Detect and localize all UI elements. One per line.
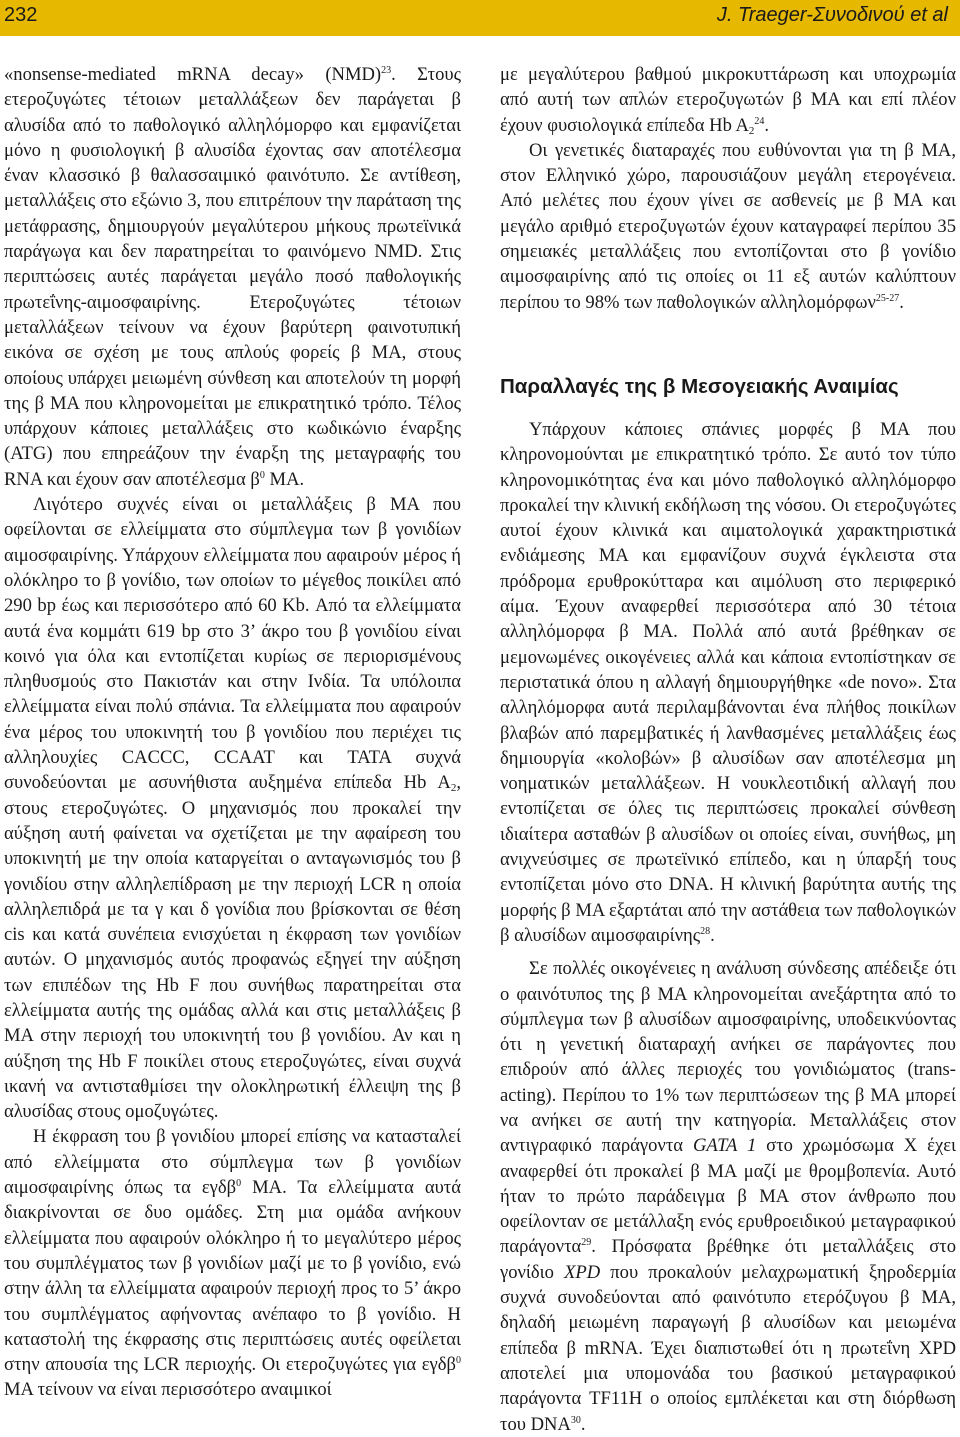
gene-name: XPD	[564, 1261, 601, 1283]
citation: 24	[754, 115, 765, 127]
superscript: 0	[236, 1178, 242, 1190]
citation: 25-27	[875, 292, 900, 304]
citation: 29	[581, 1237, 592, 1249]
running-header	[0, 0, 960, 36]
paragraph: με μεγαλύτερου βαθμού μικροκυττάρωση και υποχρωμία από αυτή των απλών ετεροζυγωτών β ΜΑ και επί πλέον έχουν φυσιολογικά επίπεδα Hb $A_2^{24}$.	[500, 64, 956, 137]
paragraph: Υπάρχουν κάποιες σπάνιες μορφές β ΜΑ που κληρονομούνται με επικρατητικό τρόπο. Σε αυτό τον τύπο κληρονομικότητας ένα και μόνο παθολογικό αλληλόμορφο προκαλεί την κλινική εκδήλωση της νόσου. Οι ετεροζυγώτες αυτοί έχουν κλινικά και αιματολογικά χαρακτηριστικά ενδιάμεσης ΜΑ και εμφανίζουν συχνά έγκλειστα στα πρόδρομα ερυθροκύτταρα και αιμόλυση στο περιφερικό αίμα. Έχουν αναφερθεί περισσότερα από 30 τέτοια αλληλόμορφα β ΜΑ. Πολλά από αυτά βρέθηκαν σε μεμονωμένες οικογένειες αλλά και κάποια εντοπίστηκαν σε περιστατικά όπου η αλλαγή δημιουργήθηκε «de novo». Στα αλληλόμορφα αυτά περιλαμβάνονται ένα πλήθος ποικίλων βλαβών από παρεμβατικές ή λανθασμένες μεταλλάξεις έως δημιουργία «κολοβών» β αλυσίδων σαν αποτέλεσμα μη νοηματικών μεταλλάξεων. Η νουκλεοτιδική αλλαγή που εντοπίζεται σε όλες τις περιπτώσεις προκαλεί σύνθεση ιδιαίτερα ασταθών β αλυσίδων οι οποίες είναι, συνήθως, μη ανιχνεύσιμες σε πρωτεϊνικό επίπεδο, και η ύπαρξή τους εντοπίζεται μόνο στο DNA. Η κλινική βαρύτητα αυτής της μορφής β ΜΑ εξαρτάται από την αστάθεια των παθολογικών β αλυσίδων αιμοσφαιρίνης$^{28}$.	[500, 418, 956, 946]
paragraph: Οι γενετικές διαταραχές που ευθύνονται για τη β ΜΑ, στον Ελληνικό χώρο, παρουσιάζουν μεγάλη ετερογένεια. Από μελέτες που έχουν γίνει σε ασθενείς με β ΜΑ και μεγάλο αριθμό ετεροζυγωτών έχουν καταγραφεί περίπου 35 σημειακές μεταλλάξεις που εντοπίζονται στο β γονίδιο αιμοσφαιρίνης από τις οποίες οι 11 εξ αυτών καλύπτουν περίπου το 98% των παθολογικών αλληλομόρφων$^{25-27}$.	[500, 139, 956, 313]
running-title: J. Traeger-Συνοδινού et al	[716, 4, 948, 26]
superscript: 0	[456, 1355, 461, 1367]
section-heading: Παραλλαγές της β Μεσογειακής Αναιμίας	[500, 374, 899, 398]
page-number: 232	[4, 4, 38, 26]
citation: 23	[381, 65, 392, 76]
right-column	[500, 62, 956, 1437]
paragraph: Σε πολλές οικογένειες η ανάλυση σύνδεσης απέδειξε ότι ο φαινότυπος της β ΜΑ κληρονομείται ανεξάρτητα από το σύμπλεγμα των β αλυσίδων αιμοσφαιρίνης, υποδεικνύοντας ότι η γενετική διαταραχή ανήκει σε παράγοντες που επιδρούν από άλλες περιοχές του γονιδιώματος (trans-acting). Περίπου το 1% των περιπτώσεων της β ΜΑ μπορεί να ανήκει σε αυτή την κατηγορία. Μεταλλάξεις στον αντιγραφικό παράγοντα GATA 1 στο χρωμόσωμα X έχει αναφερθεί ότι προκαλεί β ΜΑ μαζί με θρομβοπενία. Αυτό ήταν το πρώτο παράδειγμα β ΜΑ στον άνθρωπο που οφείλονταν σε μετάλλαξη ενός ερυθροειδικού μεταγραφικού παράγοντα$^{29}$. Πρόσφατα βρέθηκε ότι μεταλλάξεις στο γονίδιο XPD που προκαλούν μελαχρωματική ξηροδερμία συχνά συνοδεύονται από φαινότυπο ετερόζυγου β ΜΑ, δηλαδή μειωμένη παραγωγή β αλυσίδων και μειωμένα επίπεδα β mRNA. Έχει διαπιστωθεί ότι η πρωτεΐνη XPD αποτελεί μια υπομονάδα του βασικού μεταγραφικού παράγοντα TF11H ο οποίος εμπλέκεται και στη διόρθωση του DNA$^{30}$.	[500, 958, 957, 1435]
citation: 28	[700, 925, 711, 937]
subscript: 2	[748, 124, 755, 137]
gene-name: GATA 1	[692, 1135, 757, 1157]
paragraph: «nonsense-mediated mRNA decay» (NMD)$^{23}$. Στους ετεροζυγώτες τέτοιων μεταλλάξεων δεν παράγεται β αλυσίδα από το παθολογικό αλληλόμορφο και εμφανίζεται μόνο η φυσιολογική β αλυσίδα έχοντας σαν αποτέλεσμα έναν κλασσικό β θαλασσαιμικό φαινότυπο. Σε αντίθεση, μεταλλάξεις στο εξώνιο 3, που επιτρέπουν την παράταση της μετάφρασης, δημιουργούν μεγαλύτερου μήκους πρωτεϊνικά παράγωγα και δεν παρατηρείται το φαινόμενο NMD. Στις περιπτώσεις αυτές παράγεται μεγάλο ποσό παθολογικής πρωτεΐνης-αιμοσφαιρίνης. Ετεροζυγώτες τέτοιων μεταλλάξεων τείνουν να έχουν βαρύτερη φαινοτυπική εικόνα σε σχέση με τους απλούς φορείς β ΜΑ, στους οποίους υπάρχει μειωμένη σύνθεση και αποτελούν τη μορφή της β ΜΑ που κληρονομείται με επικρατητικό τρόπο. Τέλος υπάρχουν κάποιες μεταλλάξεις στο κωδικώνιο έναρξης (ATG) που επηρεάζουν την έναρξη της μεταγραφής του RNA και έχουν σαν αποτέλεσμα $\beta^0$ ΜΑ.	[4, 64, 461, 490]
subscript: 2	[450, 782, 457, 795]
paragraph: Η έκφραση του β γονιδίου μπορεί επίσης να κατασταλεί από ελλείμματα στο σύμπλεγμα των β γονιδίων αιμοσφαιρίνης όπως τα εγδβ$^0$ ΜΑ. Τα ελλείμματα αυτά διακρίνονται σε δυο ομάδες. Στη μια ομάδα ανήκουν ελλείμματα που αφαιρούν ολόκληρο ή το μεγαλύτερο μέρος του συμπλέγματος των β γονιδίων μαζί με το β γονίδιο, ενώ στην άλλη τα ελλείμματα αφαιρούν περιοχή προς το 5’ άκρο του συμπλέγματος αφήνοντας ανέπαφο το β γονίδιο. Η καταστολή της έκφρασης στις περιπτώσεις αυτές οφείλεται στην απουσία της LCR περιοχής. Οι ετεροζυγώτες για εγδβ$^0$ ΜΑ τείνουν να είναι περισσότερο αναιμικοί	[4, 1126, 461, 1401]
left-column	[4, 62, 461, 1403]
citation: 30	[570, 1414, 581, 1426]
superscript: 0	[259, 469, 265, 481]
paragraph: Λιγότερο συχνές είναι οι μεταλλάξεις β ΜΑ που οφείλονται σε ελλείμματα στο σύμπλεγμα των β γονιδίων αιμοσφαιρίνης. Υπάρχουν ελλείμματα που αφαιρούν μέρος ή ολόκληρο το β γονίδιο, των οποίων το μέγεθος ποικίλει από 290 bp έως και περισσότερο από 60 Kb. Από τα ελλείμματα αυτά ένα κομμάτι 619 bp στο 3’ άκρο του β γονιδίου είναι κοινό για όλα και εντοπίζεται κυρίως σε περιορισμένους πληθυσμούς στο Πακιστάν και στην Ινδία. Τα υπόλοιπα ελλείμματα είναι πολύ σπάνια. Τα ελλείμματα που αφαιρούν ένα μέρος του υποκινητή του β γονιδίου που περιέχει τις αλληλουχίες CACCC, CCAAT και TATA συχνά συνοδεύονται με ασυνήθιστα αυξημένα επίπεδα Hb $A_2$, στους ετεροζυγώτες. Ο μηχανισμός που προκαλεί την αύξηση αυτή φαίνεται να σχετίζεται με την αφαίρεση του υποκινητή με την οποία καταργείται ο ανταγωνισμός του β γονιδίου στην αλληλεπίδραση με την περιοχή LCR η οποία αλληλεπιδρά με τα γ και δ γονίδια που βρίσκονται σε θέση cis και κατά συνέπεια ενισχύεται η έκφραση των γονιδίων αυτών. Ο μηχανισμός αυτός προφανώς εξηγεί την αύξηση των επιπέδων της Hb F που συνήθως παρατηρείται στα ελλείμματα αυτής της ομάδας αλλά και στις μεταλλάξεις β ΜΑ στην περιοχή του υποκινητή του β γονιδίου. Αν και η αύξηση της Hb F ποικίλει στους ετεροζυγώτες, είναι συχνά ικανή να αντισταθμίσει την ολοκληρωτική έλλειψη της β αλυσίδας στους ομοζυγώτες.	[4, 494, 461, 1123]
